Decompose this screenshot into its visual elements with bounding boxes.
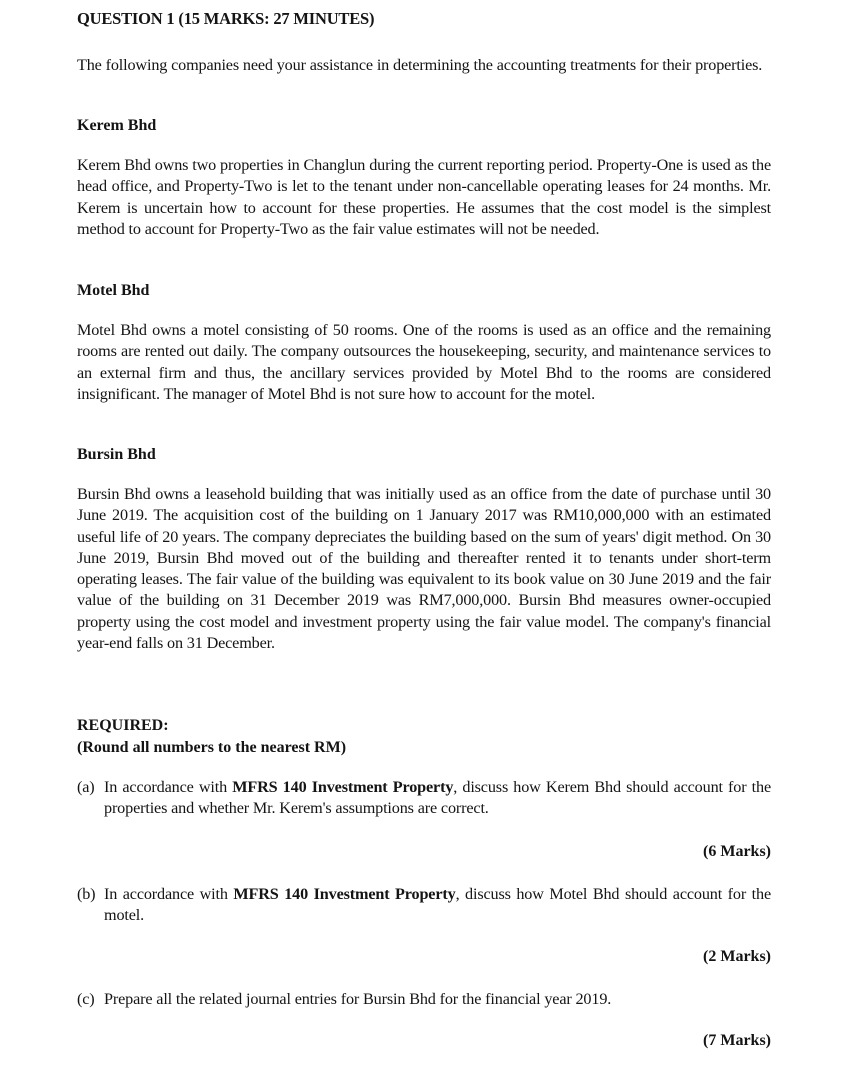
required-item-a — [77, 777, 771, 819]
item-text-pre: In accordance with — [104, 885, 234, 903]
standard-reference: MFRS 140 Investment Property — [232, 778, 454, 796]
item-text — [104, 777, 771, 819]
marks-a: (6 Marks) — [703, 843, 771, 860]
section-heading-motel: Motel Bhd — [77, 282, 150, 299]
item-text — [104, 989, 771, 1010]
marks-c: (7 Marks) — [703, 1032, 771, 1049]
item-text-post: , discuss how Motel Bhd should account for the motel. — [104, 885, 771, 924]
item-text — [104, 884, 771, 926]
item-label: (c) — [77, 990, 95, 1008]
required-heading: REQUIRED: — [77, 717, 169, 734]
item-text-pre: In accordance with — [104, 778, 233, 796]
intro-paragraph: The following companies need your assistance in determining the accounting treatments for their properties. — [77, 56, 763, 74]
question-title: QUESTION 1 (15 MARKS: 27 MINUTES) — [77, 9, 375, 28]
section-body-bursin: Bursin Bhd owns a leasehold building that was initially used as an office from the date of purchase until 30 June 2019. The acquisition cost of the building on 1 January 2017 was RM10,000,000 with an estimated useful life of 20 years. The company depreciates the building based on the sum of years' digit method. On 30 June 2019, Bursin Bhd moved out of the building and thereafter rented it to tenants under short-term operating leases. The fair value of the building was equivalent to its book value on 30 June 2019 and the fair value of the building on 31 December 2019 was RM7,000,000. Bursin Bhd measures owner-occupied property using the cost model and investment property using the fair value model. The company's financial year-end falls on 31 December. — [77, 485, 771, 653]
item-text-pre: Prepare all the related journal entries for Bursin Bhd for the financial year 2019. — [104, 990, 612, 1008]
required-item-c — [77, 989, 771, 1010]
marks-b: (2 Marks) — [703, 948, 771, 965]
section-heading-bursin: Bursin Bhd — [77, 446, 156, 463]
section-body-kerem: Kerem Bhd owns two properties in Changlun during the current reporting period. Property-One is used as the head office, and Property-Two is let to the tenant under non-cancellable operating leases for 24 months. Mr. Kerem is uncertain how to account for these properties. He assumes that the cost model is the simplest method to account for Property-Two as the fair value estimates will not be needed. — [77, 156, 771, 238]
item-text-post: , discuss how Kerem Bhd should account for the properties and whether Mr. Kerem's assumptions are correct. — [104, 778, 771, 817]
required-item-b — [77, 884, 771, 926]
standard-reference: MFRS 140 Investment Property — [233, 885, 456, 903]
required-note: (Round all numbers to the nearest RM) — [77, 739, 347, 756]
section-body-motel: Motel Bhd owns a motel consisting of 50 rooms. One of the rooms is used as an office and the remaining rooms are rented out daily. The company outsources the housekeeping, security, and maintenance services to an external firm and thus, the ancillary services provided by Motel Bhd to the rooms are considered insignificant. The manager of Motel Bhd is not sure how to account for the motel. — [77, 321, 771, 403]
section-heading-kerem: Kerem Bhd — [77, 117, 157, 134]
item-label: (a) — [77, 778, 95, 796]
item-label: (b) — [77, 885, 96, 903]
